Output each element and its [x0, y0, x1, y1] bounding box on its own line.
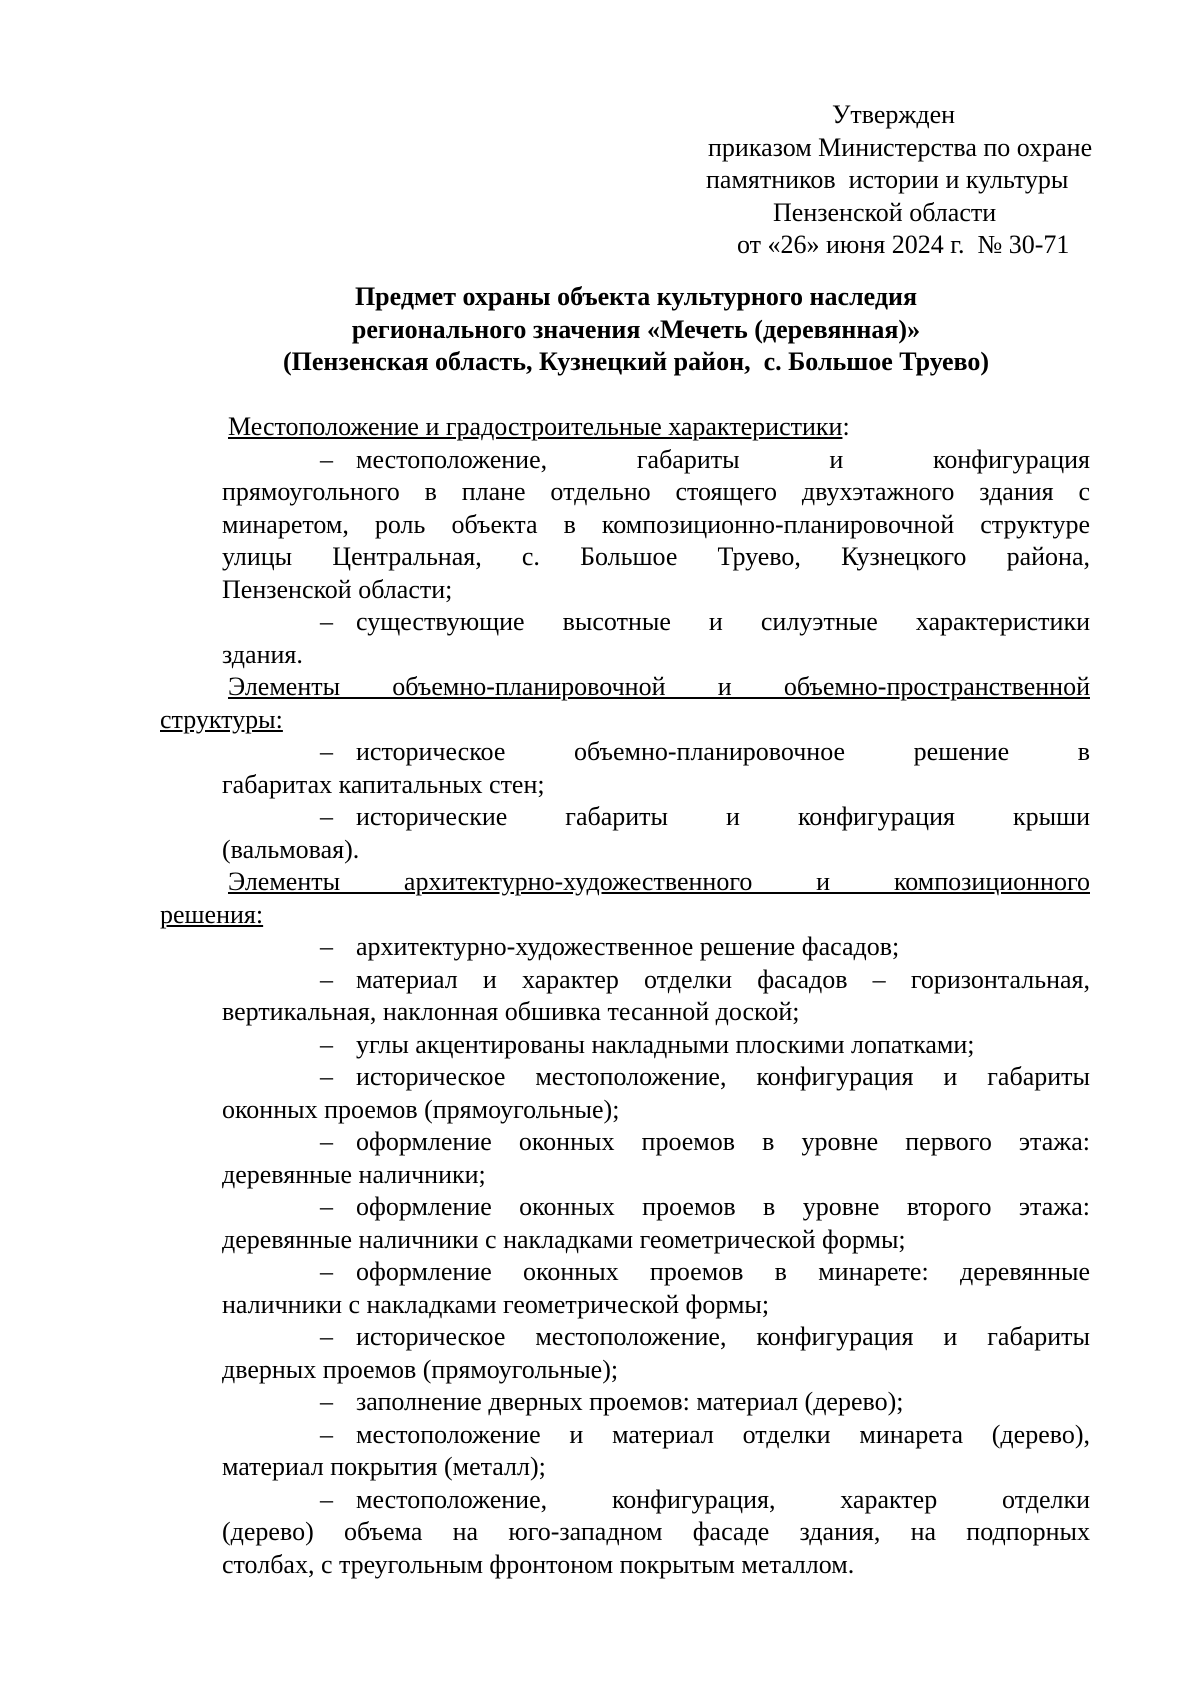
list-item-text: минаретом, роль объекта в композиционно-планировочной структуре: [222, 509, 1090, 539]
list-item: [320, 1321, 1090, 1354]
approval-line: от «26» июня 2024 г. № 30-71: [737, 230, 1070, 259]
dash-bullet: –: [320, 1062, 333, 1091]
list-item-text: архитектурно-художественное решение фасадов;: [356, 932, 900, 961]
list-item-text: наличники с накладками геометрической формы;: [222, 1289, 770, 1319]
list-item-text: деревянные наличники с накладками геометрической формы;: [222, 1224, 906, 1254]
list-item-text: вертикальная, наклонная обшивка тесанной доской;: [222, 997, 800, 1026]
list-item-text: историческое местоположение, конфигурация и габариты: [356, 1062, 1090, 1091]
approval-line: Пензенской области: [773, 197, 997, 227]
list-item: [320, 1029, 1090, 1062]
document-body: [0, 411, 1200, 1581]
list-item-text: здания.: [222, 639, 303, 669]
approval-line: Утвержден: [832, 100, 956, 129]
list-item: [320, 801, 1090, 834]
list-item: [320, 736, 1090, 769]
list-item-text: (вальмовая).: [222, 834, 360, 864]
section-heading-text: структуры:: [160, 704, 283, 734]
list-item: [320, 964, 1090, 997]
dash-bullet: –: [320, 607, 333, 636]
list-item-text: оформление оконных проемов в минарете: деревянные: [356, 1257, 1090, 1286]
list-item-text: оформление оконных проемов в уровне первого этажа:: [356, 1127, 1090, 1156]
dash-bullet: –: [320, 1419, 333, 1449]
section-heading-text: Элементы объемно-планировочной и объемно-пространственной: [228, 672, 1090, 701]
section-heading: [0, 411, 1200, 444]
list-item-text: существующие высотные и силуэтные характеристики: [356, 607, 1090, 636]
list-item-text: столбах, с треугольным фронтоном покрытым металлом.: [222, 1549, 855, 1579]
approval-line: приказом Министерства по охране: [708, 132, 1093, 162]
list-item-text: прямоугольного в плане отдельно стоящего двухэтажного здания с: [222, 477, 1090, 506]
list-item-text: местоположение и материал отделки минарета (дерево),: [356, 1419, 1090, 1449]
list-item-text: историческое объемно-планировочное решение в: [356, 737, 1090, 766]
approval-block: [640, 99, 1100, 262]
list-item-text: исторические габариты и конфигурация крыши: [356, 802, 1090, 831]
dash-bullet: –: [320, 1127, 333, 1156]
list-item-text: оконных проемов (прямоугольные);: [222, 1094, 620, 1124]
list-item: [320, 1256, 1090, 1289]
section-3-list: [0, 931, 1200, 1581]
dash-bullet: –: [320, 737, 333, 766]
dash-bullet: –: [320, 1257, 333, 1286]
list-item-text: дверных проемов (прямоугольные);: [222, 1354, 619, 1384]
list-item: [320, 1386, 1090, 1419]
list-item-text: заполнение дверных проемов: материал (дерево);: [356, 1387, 904, 1416]
list-item: [320, 444, 1090, 477]
title-line: (Пензенская область, Кузнецкий район, с. Большое Труево): [282, 347, 990, 376]
list-item-text: (дерево) объема на юго-западном фасаде здания, на подпорных: [222, 1517, 1090, 1546]
list-item-text: местоположение, конфигурация, характер отделки: [356, 1484, 1090, 1514]
section-heading: [228, 671, 1090, 704]
list-item-text: историческое местоположение, конфигурация и габариты: [356, 1322, 1090, 1351]
section-heading: [228, 866, 1090, 899]
list-item: [320, 1061, 1090, 1094]
list-item-text: оформление оконных проемов в уровне второго этажа:: [356, 1192, 1090, 1221]
list-item-text: габаритах капитальных стен;: [222, 769, 545, 799]
list-item: [320, 1126, 1090, 1159]
list-item-text: материал и характер отделки фасадов – горизонтальная,: [356, 964, 1090, 994]
list-item-text: местоположение, габариты и конфигурация: [356, 444, 1090, 474]
dash-bullet: –: [320, 1322, 333, 1351]
section-heading-text: Местоположение и градостроительные характеристики: [228, 412, 843, 441]
list-item: [320, 931, 1090, 964]
list-item-text: материал покрытия (металл);: [222, 1452, 546, 1481]
list-item: [320, 1419, 1090, 1452]
dash-bullet: –: [320, 802, 333, 831]
dash-bullet: –: [320, 444, 333, 474]
dash-bullet: –: [320, 932, 333, 961]
section-heading-text: решения:: [160, 899, 264, 929]
section-heading-suffix: :: [842, 412, 850, 441]
dash-bullet: –: [320, 1387, 333, 1416]
dash-bullet: –: [320, 964, 333, 994]
section-heading-text: Элементы архитектурно-художественного и композиционного: [228, 867, 1090, 896]
list-item-text: деревянные наличники;: [222, 1159, 486, 1189]
list-item-text: углы акцентированы накладными плоскими лопатками;: [356, 1029, 975, 1059]
dash-bullet: –: [320, 1484, 333, 1514]
title-line: Предмет охраны объекта культурного наследия: [354, 282, 918, 311]
list-item: [320, 1484, 1090, 1517]
dash-bullet: –: [320, 1029, 333, 1059]
title-line: регионального значения «Мечеть (деревянная)»: [351, 314, 921, 344]
list-item: [320, 606, 1090, 639]
list-item-text: улицы Центральная, с. Большое Труево, Кузнецкого района,: [222, 542, 1090, 571]
list-item: [320, 1191, 1090, 1224]
dash-bullet: –: [320, 1192, 333, 1221]
list-item-text: Пензенской области;: [222, 574, 453, 604]
approval-line: памятников истории и культуры: [706, 165, 1069, 194]
document-title: [236, 281, 1036, 379]
